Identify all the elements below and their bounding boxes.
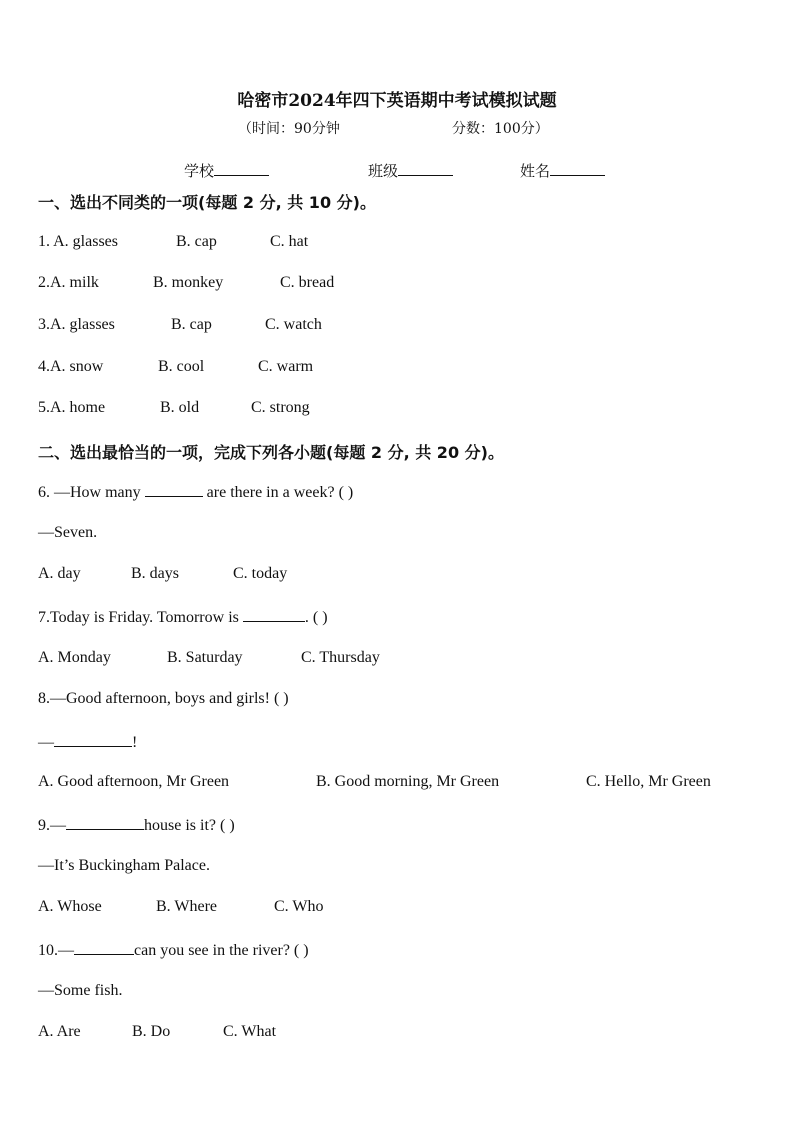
school-blank[interactable] bbox=[214, 161, 269, 176]
class-field: 班级 bbox=[368, 160, 453, 181]
question-2 bbox=[0, 274, 794, 298]
question-4 bbox=[0, 358, 794, 382]
question-6-stem: 6. —How many are there in a week? ( ) bbox=[38, 484, 354, 501]
question-3 bbox=[0, 316, 794, 340]
q7-option-b: B. Saturday bbox=[167, 649, 243, 666]
q7-option-a: A. Monday bbox=[38, 649, 111, 666]
q3-option-b: B. cap bbox=[171, 316, 212, 333]
q3-option-c: C. watch bbox=[265, 316, 322, 333]
q6-option-a: A. day bbox=[38, 565, 81, 582]
name-blank[interactable] bbox=[550, 161, 605, 176]
exam-subtitle bbox=[0, 118, 794, 138]
q8-option-b: B. Good morning, Mr Green bbox=[316, 773, 500, 790]
question-9-options bbox=[0, 898, 794, 922]
q1-option-c: C. hat bbox=[270, 233, 309, 250]
section2-heading: 二、选出最恰当的一项，完成下列各小题(每题 2 分, 共 20 分)。 bbox=[38, 443, 504, 462]
class-blank[interactable] bbox=[398, 161, 453, 176]
question-6-options bbox=[0, 565, 794, 589]
student-info bbox=[0, 160, 794, 182]
q9-blank[interactable] bbox=[66, 815, 144, 830]
q6-option-b: B. days bbox=[131, 565, 179, 582]
question-8-stem: 8.—Good afternoon, boys and girls! ( ) bbox=[38, 690, 289, 707]
question-10-answer: —Some fish. bbox=[38, 982, 123, 999]
section1-heading: 一、选出不同类的一项(每题 2 分, 共 10 分)。 bbox=[38, 193, 376, 212]
question-7-stem: 7.Today is Friday. Tomorrow is . ( ) bbox=[38, 609, 328, 626]
q8-option-a: A. Good afternoon, Mr Green bbox=[38, 773, 230, 790]
time-limit: （时间：90分钟 bbox=[238, 121, 340, 137]
q5-option-b: B. old bbox=[160, 399, 200, 416]
q4-option-b: B. cool bbox=[158, 358, 205, 375]
question-10-options bbox=[0, 1023, 794, 1047]
q6-blank[interactable] bbox=[145, 482, 203, 497]
q1-option-a: 1. A. glasses bbox=[38, 233, 118, 250]
name-field: 姓名 bbox=[520, 160, 605, 181]
q10-option-a: A. Are bbox=[38, 1023, 81, 1040]
question-1 bbox=[0, 233, 794, 257]
q5-option-a: 5.A. home bbox=[38, 399, 106, 416]
question-8-answer: — ! bbox=[38, 734, 138, 751]
q4-option-a: 4.A. snow bbox=[38, 358, 104, 375]
question-10-stem: 10.— can you see in the river? ( ) bbox=[38, 942, 309, 959]
q5-option-c: C. strong bbox=[251, 399, 310, 416]
q6-option-c: C. today bbox=[233, 565, 288, 582]
q3-option-a: 3.A. glasses bbox=[38, 316, 115, 333]
question-9-answer: —It’s Buckingham Palace. bbox=[38, 857, 210, 874]
q9-option-a: A. Whose bbox=[38, 898, 102, 915]
q2-option-a: 2.A. milk bbox=[38, 274, 99, 291]
question-8-options bbox=[0, 773, 794, 797]
q9-option-b: B. Where bbox=[156, 898, 218, 915]
total-score: 分数：100分） bbox=[452, 121, 549, 137]
q10-option-b: B. Do bbox=[132, 1023, 171, 1040]
question-5 bbox=[0, 399, 794, 423]
q10-option-c: C. What bbox=[223, 1023, 277, 1040]
q4-option-c: C. warm bbox=[258, 358, 314, 375]
q1-option-b: B. cap bbox=[176, 233, 217, 250]
q8-blank[interactable] bbox=[54, 732, 132, 747]
q2-option-b: B. monkey bbox=[153, 274, 224, 291]
question-9-stem: 9.— house is it? ( ) bbox=[38, 817, 235, 834]
q7-blank[interactable] bbox=[243, 607, 305, 622]
q8-option-c: C. Hello, Mr Green bbox=[586, 773, 711, 790]
exam-title: 哈密市2024年四下英语期中考试模拟试题 bbox=[237, 91, 557, 111]
q2-option-c: C. bread bbox=[280, 274, 335, 291]
q10-blank[interactable] bbox=[74, 940, 134, 955]
q9-option-c: C. Who bbox=[274, 898, 324, 915]
school-field: 学校 bbox=[184, 160, 269, 181]
q7-option-c: C. Thursday bbox=[301, 649, 380, 666]
question-7-options bbox=[0, 649, 794, 673]
question-6-answer: —Seven. bbox=[38, 524, 98, 541]
